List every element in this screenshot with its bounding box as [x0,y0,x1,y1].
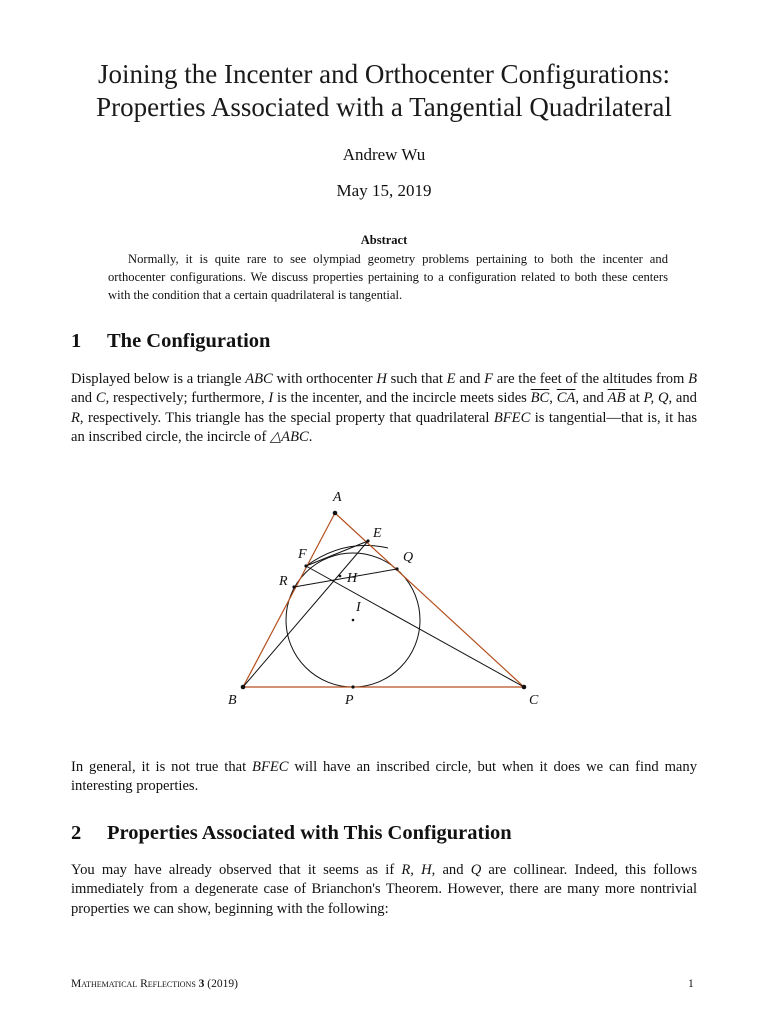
side-ab [243,513,335,687]
section-title: The Configuration [107,330,271,352]
section-1-paragraph: Displayed below is a triangle ABC with orthocenter H such that E and F are the feet of the altitudes from B and C, respectively; furthermore, I is the incenter, and the incircle meets sides $\overline{BC}$, $\overline{CA}$, and $\overline{AB}$ at P, Q, and R, respectively. This triangle has the special property that quadrilateral BFEC is tangential—that is, it has an inscribed circle, the incircle of △ABC. [71,371,697,445]
label-a: A [333,490,342,505]
section-1-heading [71,330,270,353]
label-r: R [279,574,288,589]
label-h: H [347,571,358,586]
point-f [304,564,307,567]
abstract-heading: Abstract [360,233,408,247]
label-p: P [345,693,354,708]
section-title: Properties Associated with This Configuration [107,822,512,844]
abstract-text: Normally, it is quite rare to see olympiad geometry problems pertaining to both the incenter and orthocenter configurations. We discuss properties pertaining to a configuration related to both these centers with the condition that a certain quadrilateral is tangential. [108,252,668,302]
section-number: 1 [71,330,82,352]
point-b [241,685,246,690]
point-e [366,539,369,542]
label-i: I [356,600,361,615]
section-2-paragraph: You may have already observed that it seems as if R, H, and Q are collinear. Indeed, this follows immediately from a degenerate case of Brianchon's Theorem. However, there are many more nontrivial properties we can show, beginning with the following: [71,862,698,917]
label-e: E [373,526,382,541]
paper-title-line-1: Joining the Incenter and Orthocenter Configurations: [97,59,671,89]
configuration-figure [0,470,768,720]
label-f: F [298,547,307,562]
point-a [333,511,338,516]
point-i [352,619,355,622]
point-q [395,567,398,570]
label-q: Q [403,550,414,565]
altitude-cf [306,566,524,687]
label-c: C [529,693,539,708]
label-b: B [228,693,237,708]
date: May 15, 2019 [336,181,432,200]
point-c [522,685,527,690]
page-number: 1 [688,978,694,990]
point-p [351,685,354,688]
point-h [339,575,342,578]
point-r [292,585,295,588]
altitude-be [243,541,368,687]
general-paragraph: In general, it is not true that BFEC will have an inscribed circle, but when it does we can find many interesting properties. [71,759,697,795]
footer-journal: Mathematical Reflections 3 (2019) [71,978,238,990]
author: Andrew Wu [342,145,426,164]
section-number: 2 [71,822,82,844]
paper-title-line-2: Properties Associated with a Tangential Quadrilateral [96,92,672,122]
section-2-heading [71,822,512,845]
line-rq [294,569,397,587]
side-ac [335,513,524,687]
